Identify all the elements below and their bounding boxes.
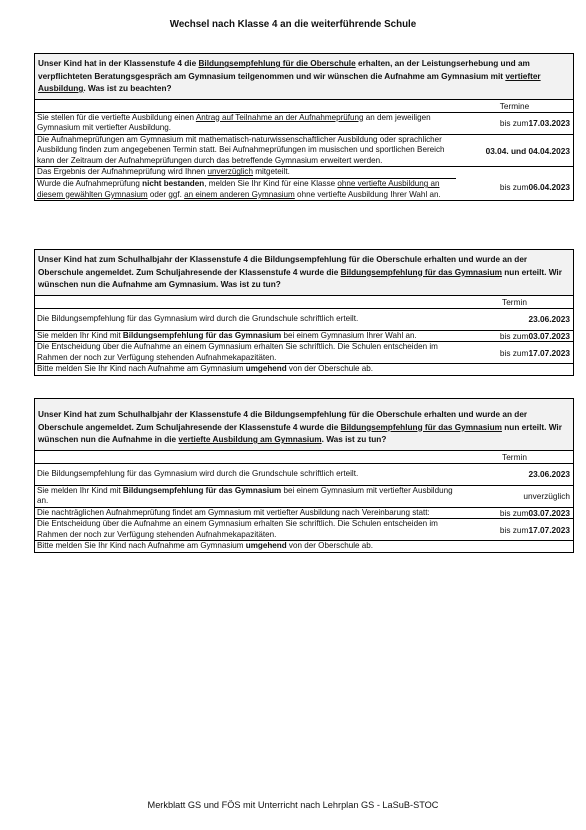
question-text: Bildungsempfehlung für die Oberschule — [198, 59, 356, 68]
page-title: Wechsel nach Klasse 4 an die weiterführende Schule — [169, 19, 417, 30]
section-vertiefte-ausbildung — [34, 53, 574, 201]
section-question — [35, 399, 573, 451]
table-row — [35, 331, 573, 343]
table-row — [35, 519, 573, 541]
row-text: Sie melden Ihr Kind mit Bildungsempfehlung für das Gymnasium bei einem Gymnasium Ihrer Wahl an. — [37, 330, 417, 340]
row-text: Die Bildungsempfehlung für das Gymnasium wird durch die Grundschule schriftlich erteilt. — [37, 313, 359, 323]
question-text: Unser Kind hat in der Klassenstufe 4 die — [38, 59, 199, 68]
table-row — [35, 167, 573, 200]
section-question — [35, 54, 573, 100]
table-row — [35, 364, 573, 375]
row-text: Bitte melden Sie Ihr Kind nach Aufnahme am Gymnasium umgehend von der Oberschule ab. — [37, 541, 374, 551]
section-gymnasium-vertiefte-ausbildung — [34, 398, 574, 553]
row-date: bis zum 03.07.2023 — [499, 330, 570, 341]
question-text: vertiefter Ausbildung — [38, 71, 541, 93]
row-date: bis zum 17.07.2023 — [499, 524, 570, 535]
question-text: . Was ist zu beachten? — [83, 84, 172, 93]
question-text: Unser Kind hat zum Schulhalbjahr der Klassenstufe 4 die Bildungsempfehlung für die Oberschule erhalten und wurde an der Oberschule angemeldet. Zum Schuljahresende der Klassenstufe 4 wurde die — [38, 255, 528, 277]
table-row — [35, 541, 573, 552]
section-question — [35, 250, 573, 296]
question-text: nun erteilt. Wir wünschen nun die Aufnahme in die — [38, 422, 562, 444]
page-footer: Merkblatt GS und FÖS mit Unterricht nach Lehrplan GS - LaSuB-STOC — [147, 800, 439, 810]
row-date: 23.06.2023 — [528, 469, 570, 479]
row-text: Bitte melden Sie Ihr Kind nach Aufnahme am Gymnasium umgehend von der Oberschule ab. — [37, 364, 374, 374]
row-date: bis zum 17.07.2023 — [499, 347, 570, 358]
question-text: nun erteilt. Wir wünschen nun die Aufnahme am Gymnasium. Was ist zu tun? — [38, 267, 562, 289]
row-date: unverzüglich — [523, 491, 570, 502]
question-text: Unser Kind hat zum Schulhalbjahr der Klassenstufe 4 die Bildungsempfehlung für die Oberschule erhalten und wurde an der Oberschule angemeldet. Zum Schuljahresende der Klassenstufe 4 wurde die — [38, 410, 528, 432]
row-text: Wurde die Aufnahmeprüfung nicht bestanden, melden Sie Ihr Kind für eine Klasse ohne vertiefte Ausbildung an diesem gewählten Gymnasium oder ggf. an einem anderen Gymnasium ohne vertiefte Ausbildung Ihrer Wahl an. — [35, 178, 456, 200]
row-text: Sie stellen für die vertiefte Ausbildung einen Antrag auf Teilnahme an der Aufnahmeprüfung an dem jeweiligen Gymnasium mit vertiefter Ausbildung. — [37, 112, 431, 133]
question-text: mit — [490, 71, 506, 81]
row-date: bis zum 17.03.2023 — [499, 118, 570, 129]
question-text: . Was ist zu tun? — [321, 435, 387, 444]
row-text: Sie melden Ihr Kind mit Bildungsempfehlung für das Gymnasium bei einem Gymnasium mit vertiefter Ausbildung an. — [37, 485, 453, 506]
question-text: erhalten, an der Leistungserhebung und am verpflichteten Beratungsgespräch am Gymnasium teilgenommen und wir wünschen die Aufnahme am Gymnasium — [38, 59, 530, 81]
row-date: bis zum 06.04.2023 — [499, 182, 570, 193]
row-text: Die Bildungsempfehlung für das Gymnasium wird durch die Grundschule schriftlich erteilt. — [37, 468, 359, 478]
column-header-termin: Termin — [502, 451, 527, 462]
table-row — [35, 309, 573, 331]
table-row — [35, 464, 573, 486]
table-row — [35, 342, 573, 364]
table-row — [35, 113, 573, 135]
table-header — [35, 451, 573, 464]
table-row — [35, 135, 573, 168]
row-text: Die Entscheidung über die Aufnahme an einem Gymnasium erhalten Sie schriftlich. Die Schulen entscheiden im Rahmen der noch zur Verfügung stehenden Aufnahmekapazitäten. — [37, 342, 438, 362]
table-header — [35, 100, 573, 113]
row-text: Die Aufnahmeprüfungen am Gymnasium mit mathematisch-naturwissenschaftlicher Ausbildung oder sprachlicher Ausbildung finden zum angegebenen Termin statt. Bei Aufnahmeprüfungen im musischen und sportlichen Bereich kann der Zeitraum der Aufnahmeprüfungen durch das betreffende Gymnasium erweitert werden. — [37, 134, 445, 165]
column-header-termine: Termine — [499, 100, 530, 111]
question-text: vertiefte Ausbildung am Gymnasium — [178, 435, 322, 444]
section-gymnasium-aufnahme — [34, 249, 574, 376]
table-row — [35, 508, 573, 520]
table-header — [35, 296, 573, 309]
table-row — [35, 486, 573, 508]
row-text: Die nachträglichen Aufnahmeprüfung findet am Gymnasium mit vertiefter Ausbildung nach Vereinbarung statt: — [37, 507, 430, 517]
question-text: Bildungsempfehlung für das Gymnasium — [340, 267, 502, 277]
row-text: Die Entscheidung über die Aufnahme an einem Gymnasium erhalten Sie schriftlich. Die Schulen entscheiden im Rahmen der noch zur Verfügung stehenden Aufnahmekapazitäten. — [37, 519, 438, 539]
row-date: 03.04. und 04.04.2023 — [485, 145, 570, 156]
row-date: 23.06.2023 — [528, 314, 570, 324]
row-date: bis zum 03.07.2023 — [499, 507, 570, 518]
column-header-termin: Termin — [502, 296, 527, 307]
row-text: Das Ergebnis der Aufnahmeprüfung wird Ihnen unverzüglich mitgeteilt. — [37, 167, 290, 177]
question-text: Bildungsempfehlung für das Gymnasium — [340, 422, 502, 432]
